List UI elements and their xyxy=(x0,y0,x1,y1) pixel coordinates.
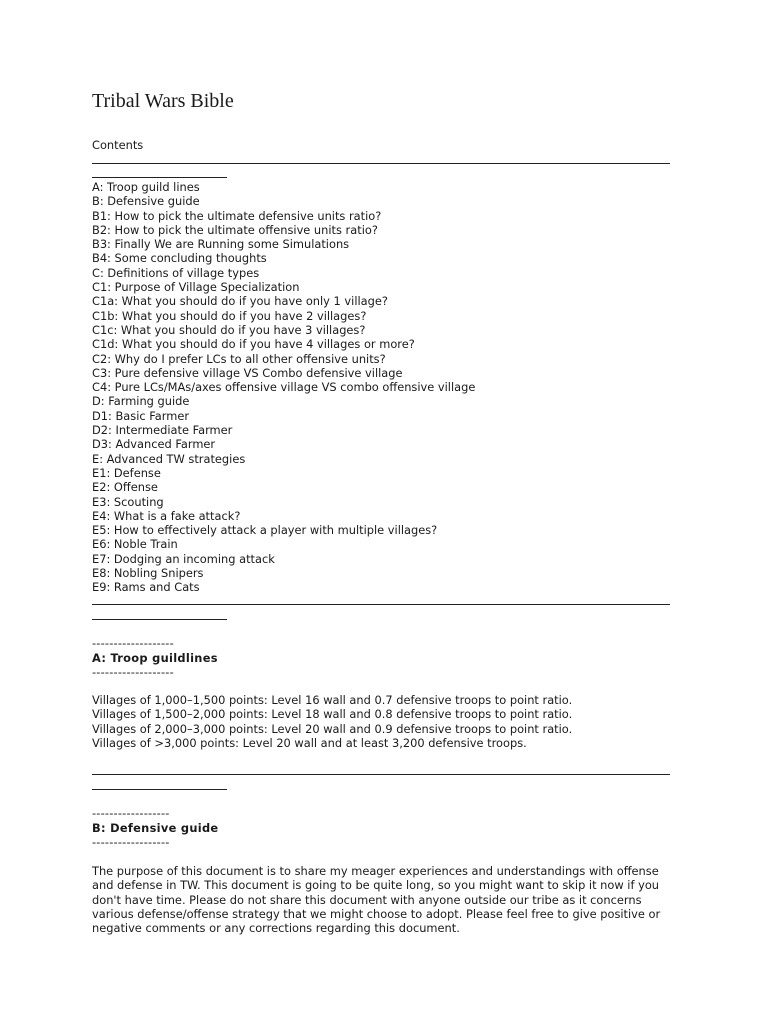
divider-line xyxy=(92,774,670,775)
guideline-line: Villages of >3,000 points: Level 20 wall and at least 3,200 defensive troops. xyxy=(92,735,527,750)
guideline-line: Villages of 1,000–1,500 points: Level 16 wall and 0.7 defensive troops to point ratio. xyxy=(92,693,573,707)
toc-item: E7: Dodging an incoming attack xyxy=(92,551,275,566)
toc-item: C3: Pure defensive village VS Combo defensive village xyxy=(92,365,403,380)
document-title: Tribal Wars Bible xyxy=(92,90,234,112)
guideline-line: Villages of 1,500–2,000 points: Level 18 wall and 0.8 defensive troops to point ratio. xyxy=(92,707,573,722)
section-a-heading: A: Troop guildlines xyxy=(92,651,218,665)
toc-item: D3: Advanced Farmer xyxy=(92,437,216,452)
toc-item: B3: Finally We are Running some Simulations xyxy=(92,237,350,252)
section-a-dashes-top: ------------------- xyxy=(92,636,174,650)
toc-item: E6: Noble Train xyxy=(92,537,178,552)
divider-line xyxy=(92,619,227,620)
section-b-heading: B: Defensive guide xyxy=(92,821,219,835)
toc-item: E2: Offense xyxy=(92,480,158,495)
toc-item: E: Advanced TW strategies xyxy=(92,451,246,466)
section-a-guidelines xyxy=(92,693,572,750)
toc-item: C1a: What you should do if you have only 1 village? xyxy=(92,294,388,309)
toc-item: E4: What is a fake attack? xyxy=(92,508,241,523)
section-a-dashes-bottom: ------------------- xyxy=(92,665,174,679)
toc-item: B2: How to pick the ultimate offensive units ratio? xyxy=(92,222,378,237)
toc-item: E5: How to effectively attack a player with multiple villages? xyxy=(92,523,438,538)
toc-item: C2: Why do I prefer LCs to all other offensive units? xyxy=(92,351,386,366)
toc-item: C4: Pure LCs/MAs/axes offensive village VS combo offensive village xyxy=(92,380,476,395)
toc-item: D: Farming guide xyxy=(92,394,190,409)
toc-item: D2: Intermediate Farmer xyxy=(92,423,233,438)
toc-item: E3: Scouting xyxy=(92,494,164,509)
toc-item: B4: Some concluding thoughts xyxy=(92,251,267,266)
divider-line xyxy=(92,604,670,605)
section-b-dashes-bottom: ------------------ xyxy=(92,835,170,849)
section-b-paragraph: The purpose of this document is to share my meager experiences and understandings with offense and defense in TW. This document is going to be quite long, so you might want to skip it now if you don't have time. Please do not share this document with anyone outside our tribe as it concerns various defense/offense strategy that we might choose to adopt. Please feel free to give positive or negative comments or any corrections regarding this document. xyxy=(92,864,661,936)
toc-item: C: Definitions of village types xyxy=(92,265,260,280)
divider-line xyxy=(92,163,670,164)
toc-item: A: Troop guild lines xyxy=(92,180,200,194)
toc-item: B1: How to pick the ultimate defensive units ratio? xyxy=(92,208,382,223)
divider-line xyxy=(92,789,227,790)
toc-item: C1c: What you should do if you have 3 villages? xyxy=(92,322,366,337)
table-of-contents xyxy=(92,180,475,595)
toc-item: C1: Purpose of Village Specialization xyxy=(92,280,300,295)
toc-item: D1: Basic Farmer xyxy=(92,408,190,423)
divider-line xyxy=(92,177,227,178)
toc-item: E1: Defense xyxy=(92,465,161,480)
toc-item: C1b: What you should do if you have 2 villages? xyxy=(92,308,367,323)
toc-item: E8: Nobling Snipers xyxy=(92,566,204,581)
toc-item: C1d: What you should do if you have 4 villages or more? xyxy=(92,337,415,352)
section-b-dashes-top: ------------------ xyxy=(92,806,170,820)
contents-label: Contents xyxy=(92,138,144,152)
toc-item: B: Defensive guide xyxy=(92,194,200,209)
guideline-line: Villages of 2,000–3,000 points: Level 20 wall and 0.9 defensive troops to point ratio. xyxy=(92,721,573,736)
toc-item: E9: Rams and Cats xyxy=(92,580,200,595)
